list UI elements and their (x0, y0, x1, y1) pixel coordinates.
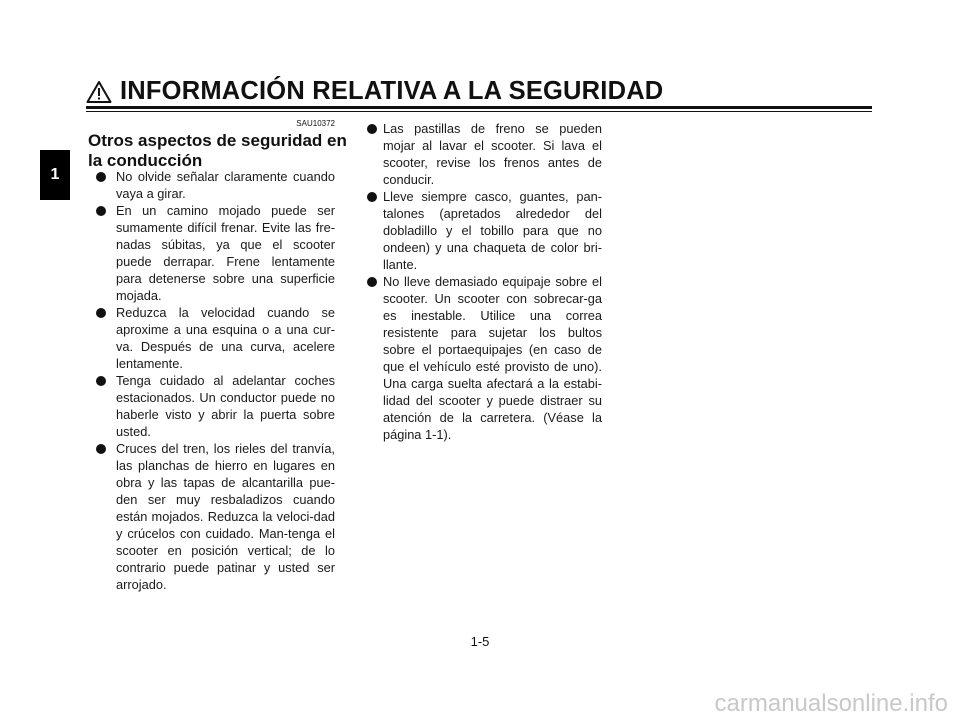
list-item: En un camino mojado puede ser sumamente difícil frenar. Evite las fre-nadas súbitas, ya que el scooter puede derrapar. Frene lentamente para detenerse sobre una superficie mojada. (88, 202, 335, 304)
watermark: carmanualsonline.info (714, 690, 948, 717)
section-title: Otros aspectos de seguridad en la conducción (88, 131, 347, 170)
header-rule-thick (86, 106, 872, 109)
header-rule-thin (86, 111, 872, 112)
right-column-list (365, 120, 602, 443)
page-title: INFORMACIÓN RELATIVA A LA SEGURIDAD (120, 77, 664, 105)
bullet-icon (96, 206, 106, 216)
warning-triangle-icon (86, 80, 112, 104)
chapter-tab-rule (40, 199, 70, 200)
bullet-icon (367, 124, 377, 134)
bullet-icon (96, 308, 106, 318)
bullet-icon (96, 444, 106, 454)
chapter-tab: 1 (40, 150, 70, 199)
list-item: No lleve demasiado equipaje sobre el scooter. Un scooter con sobrecar-ga es inestable. Utilice una correa resistente para sujetar los bultos sobre el portaequipajes (en caso de que el vehículo esté provisto de uno). Una carga suelta afectará a la estabi-lidad del scooter y puede distraer su atención de la carretera. (Véase la página 1-1). (365, 273, 602, 443)
page-number: 1-5 (470, 634, 490, 649)
list-item: Lleve siempre casco, guantes, pan-talones (apretados alrededor del dobladillo y el tobillo para que no ondeen) y una chaqueta de color bri-llante. (365, 188, 602, 273)
bullet-icon (367, 192, 377, 202)
page-header (86, 77, 663, 106)
bullet-icon (367, 277, 377, 287)
left-column-list (88, 168, 335, 593)
section-code: SAU10372 (296, 119, 335, 128)
list-item: Las pastillas de freno se pueden mojar al lavar el scooter. Si lava el scooter, revise los frenos antes de conducir. (365, 120, 602, 188)
bullet-icon (96, 172, 106, 182)
list-item: Cruces del tren, los rieles del tranvía, las planchas de hierro en lugares en obra y las tapas de alcantarilla pue-den ser muy resbaladizos cuando están mojados. Reduzca la veloci-dad y crúcelos con cuidado. Man-tenga el scooter en posición vertical; de lo contrario puede patinar y usted ser arrojado. (88, 440, 335, 593)
list-item: Reduzca la velocidad cuando se aproxime a una esquina o a una cur-va. Después de una curva, acelere lentamente. (88, 304, 335, 372)
list-item: No olvide señalar claramente cuando vaya a girar. (88, 168, 335, 202)
bullet-icon (96, 376, 106, 386)
list-item: Tenga cuidado al adelantar coches estacionados. Un conductor puede no haberle visto y abrir la puerta sobre usted. (88, 372, 335, 440)
